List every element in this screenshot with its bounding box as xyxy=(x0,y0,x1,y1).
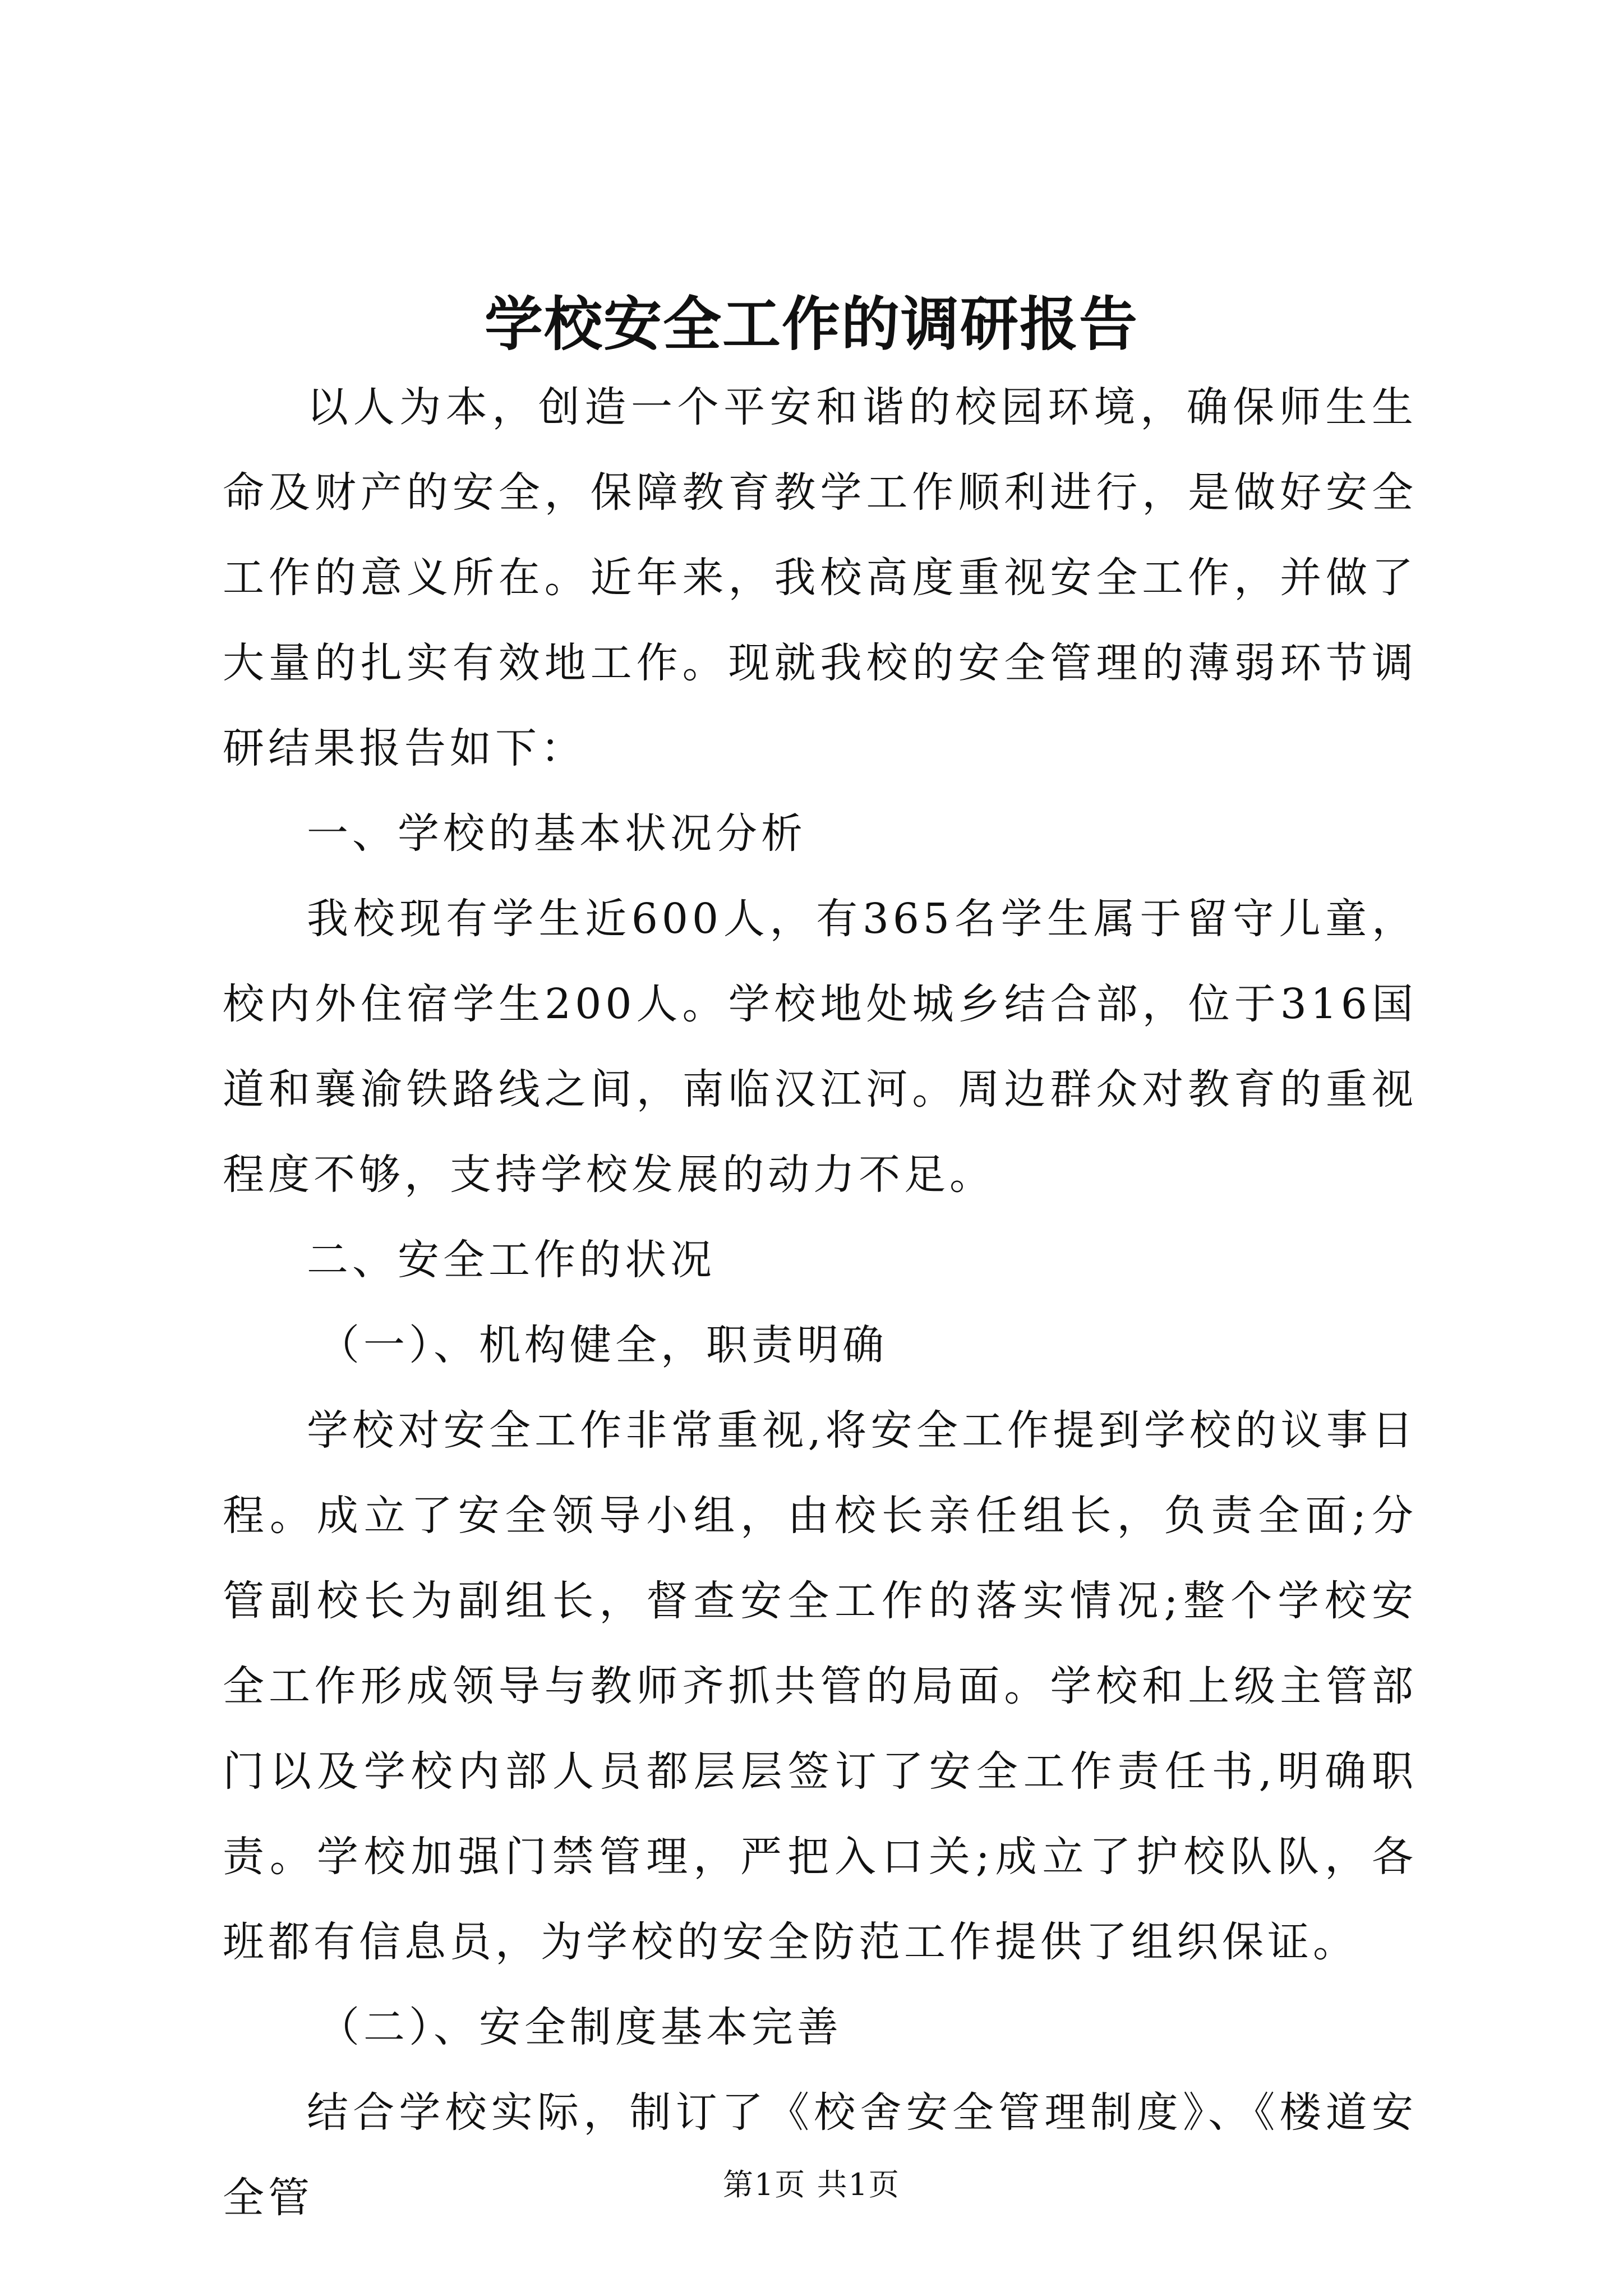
page-footer: 第1页 共1页 xyxy=(723,2167,900,2202)
subsection-heading-1: （一）、机构健全，职责明确 xyxy=(318,1321,888,1369)
document-title: 学校安全工作的调研报告 xyxy=(484,289,1138,358)
section-heading-1: 一、学校的基本状况分析 xyxy=(307,809,806,858)
subsection-1-paragraph: 学校对安全工作非常重视,将安全工作提到学校的议事日程。成立了安全领导小组，由校长亲任组长，负责全面;分管副校长为副组长，督查安全工作的落实情况;整个学校安全工作形成领导与教师齐抓共管的局面。学校和上级主管部门以及学校内部人员都层层签订了安全工作责任书,明确职责。学校加强门禁管理，严把入口关;成立了护校队队，各班都有信息员，为学校的安全防范工作提供了组织保证。 xyxy=(223,1406,1417,1966)
subsection-heading-2: （二）、安全制度基本完善 xyxy=(318,2003,842,2051)
subsection-2-paragraph: 结合学校实际，制订了《校舍安全管理制度》、《楼道安全管 xyxy=(223,2088,1417,2222)
section-1-paragraph: 我校现有学生近600人，有365名学生属于留守儿童，校内外住宿学生200人。学校地处城乡结合部，位于316国道和襄渝铁路线之间，南临汉江河。周边群众对教育的重视程度不够，支持学校发展的动力不足。 xyxy=(223,895,1417,1199)
intro-paragraph: 以人为本，创造一个平安和谐的校园环境，确保师生生命及财产的安全，保障教育教学工作顺利进行，是做好安全工作的意义所在。近年来，我校高度重视安全工作，并做了大量的扎实有效地工作。现就我校的安全管理的薄弱环节调研结果报告如下： xyxy=(223,383,1417,772)
document-body xyxy=(223,365,1417,2240)
section-heading-2: 二、安全工作的状况 xyxy=(307,1236,716,1284)
